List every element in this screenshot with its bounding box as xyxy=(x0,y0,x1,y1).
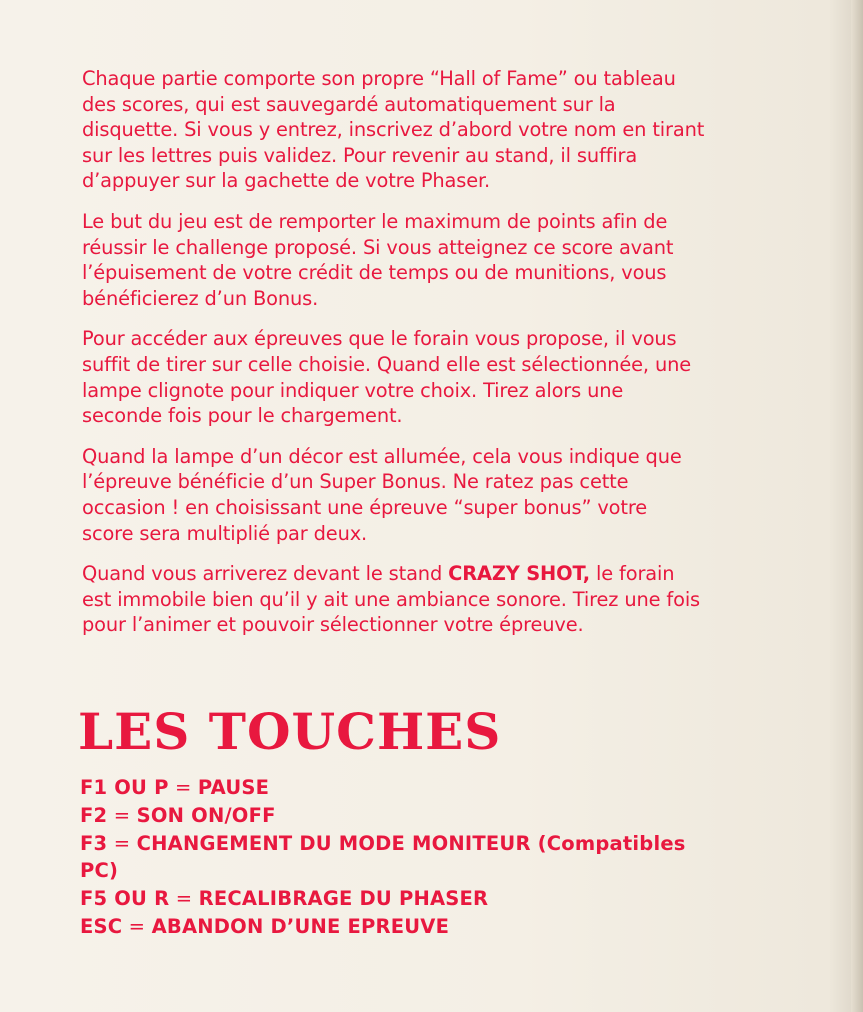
text-segment: le forain xyxy=(590,562,675,586)
paragraph-goal xyxy=(82,209,782,311)
paragraph-hall-of-fame xyxy=(82,66,782,194)
key-separator: = xyxy=(122,914,152,938)
key-name: F3 xyxy=(80,831,108,855)
key-name: ESC xyxy=(80,914,123,938)
key-separator: = xyxy=(107,831,137,855)
section-heading: LES TOUCHES xyxy=(78,702,502,761)
key-action: ABANDON D’UNE EPREUVE xyxy=(151,914,450,938)
key-name: F1 OU P xyxy=(80,776,169,799)
key-action: PC) xyxy=(80,859,119,883)
text-line: l’épuisement de votre crédit de temps ou de munitions, vous xyxy=(82,261,667,285)
text-line: réussir le challenge proposé. Si vous atteignez ce score avant xyxy=(82,235,674,259)
text-line: est immobile bien qu’il y ait une ambiance sonore. Tirez une fois xyxy=(82,587,701,611)
text-line: score sera multiplié par deux. xyxy=(82,521,368,545)
key-action: SON ON/OFF xyxy=(136,803,276,827)
key-separator: = xyxy=(107,803,137,827)
key-list xyxy=(80,774,780,941)
key-action: RECALIBRAGE DU PHASER xyxy=(198,887,489,911)
key-item xyxy=(80,913,780,941)
key-name: F5 OU R xyxy=(80,887,170,911)
paragraph-super-bonus xyxy=(82,444,782,546)
text-line: Quand la lampe d’un décor est allumée, cela vous indique que xyxy=(82,444,682,468)
text-line: bénéficierez d’un Bonus. xyxy=(82,286,319,310)
key-item xyxy=(80,774,780,802)
text-line: d’appuyer sur la gachette de votre Phaser. xyxy=(82,169,491,193)
page-edge xyxy=(851,0,863,1012)
text-line: suffit de tirer sur celle choisie. Quand elle est sélectionnée, une xyxy=(82,352,692,376)
instructions-text xyxy=(82,66,782,653)
key-action: CHANGEMENT DU MODE MONITEUR (Compatibles xyxy=(136,831,686,855)
text-line: Pour accéder aux épreuves que le forain vous propose, il vous xyxy=(82,327,677,351)
key-separator: = xyxy=(169,887,199,911)
key-separator: = xyxy=(168,776,198,799)
crazy-shot-label: CRAZY SHOT, xyxy=(448,562,591,586)
text-line: Le but du jeu est de remporter le maximum de points afin de xyxy=(82,209,668,233)
key-item xyxy=(80,885,780,913)
text-line: sur les lettres puis validez. Pour revenir au stand, il suffira xyxy=(82,143,638,167)
text-line: l’épreuve bénéficie d’un Super Bonus. Ne ratez pas cette xyxy=(82,470,629,494)
text-line: des scores, qui est sauvegardé automatiquement sur la xyxy=(82,92,616,116)
text-line: lampe clignote pour indiquer votre choix. Tirez alors une xyxy=(82,378,624,402)
text-segment: Quand vous arriverez devant le stand xyxy=(82,562,449,586)
key-item xyxy=(80,830,780,858)
text-line: disquette. Si vous y entrez, inscrivez d’abord votre nom en tirant xyxy=(82,118,705,142)
paragraph-select-event xyxy=(82,326,782,428)
key-item xyxy=(80,802,780,830)
text-line: occasion ! en choisissant une épreuve “super bonus” votre xyxy=(82,495,648,519)
text-line: Chaque partie comporte son propre “Hall of Fame” ou tableau xyxy=(82,67,676,90)
text-line xyxy=(82,561,782,587)
key-item xyxy=(80,857,780,885)
key-action: PAUSE xyxy=(197,776,270,799)
text-line: pour l’animer et pouvoir sélectionner votre épreuve. xyxy=(82,613,584,637)
text-line: seconde fois pour le chargement. xyxy=(82,404,403,428)
key-name: F2 xyxy=(80,803,108,827)
paragraph-crazy-shot xyxy=(82,561,782,638)
